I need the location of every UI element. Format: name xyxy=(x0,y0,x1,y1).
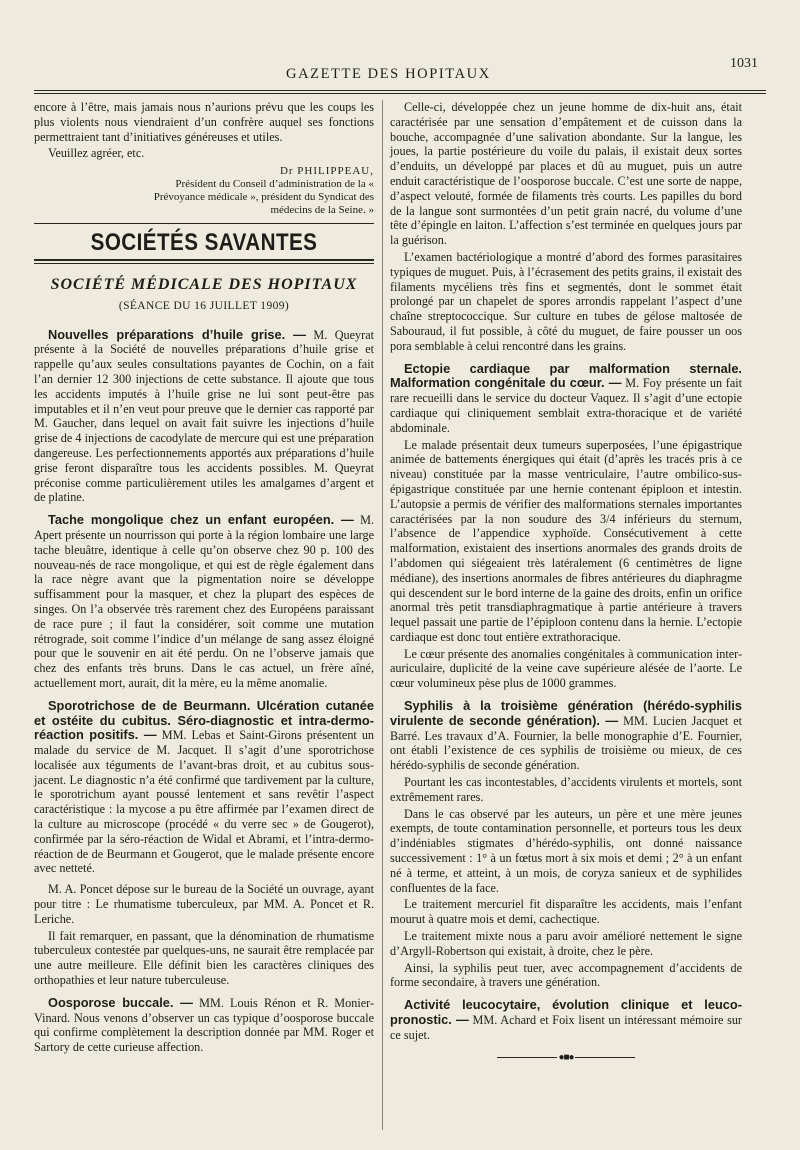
header-rule xyxy=(34,90,766,91)
article-text: M. Queyrat présente à la Société de nouvelles préparations d’huile grise et rappelle qu’aux seules consultations payantes de Cochin, on a fait l’an dernier 12 300 injections de cette substance. Il ajoute que tous les accidents imputés à l’huile grise ne lui sont peut-être pas imputables et il n’en veut pour preuve que le dernier cas rapporté par M. Gaucher, dans lequel on avait fait suivre les injections d’huile grise de 4 injections de cacodylate de mercure qui est une préparation dangereuse. Les perfectionnements apportés aux préparations d’huile grise feront disparaître tous les accidents possibles. M. Queyrat préconise comme particulièrement utiles les amalgames d’argent et de platine. xyxy=(34,327,375,505)
letter-paragraph: encore à l’être, mais jamais nous n’aurions prévu que les coups les plus violents nous viendraient d’un confrère auquel ses fonctions permettraient tant d’initiatives généreuses et utiles. xyxy=(34,100,374,144)
article-text: MM. Lucien Jacquet et Barré. Les travaux d’A. Fournier, la belle monographie d’E. Fournier, ont établi l’existence de ces syphilis de troisième ou mieux, de ces hérédo-syphilis de seconde génération. xyxy=(390,713,742,773)
section-rule-top xyxy=(34,223,374,224)
article-paragraph: Celle-ci, développée chez un jeune homme de dix-huit ans, était caractérisée par une sensation d’empâtement et de cuisson dans la bouche, accompagnée d’une salivation abondante. Sur la langue, les joues, la partie postérieure du voile du palais, il existait deux sortes d’enduits, un développé par places et dû au muguet, puis un autre enduit caractéristique de l’oosporose buccale. C’est une sorte de nappe, d’aspect velouté, formée de filaments très courts. Les papilles du bord de la langue sont surmontées d’un petit grain nacré, du volume d’une tête d’épingle en laiton. L’affection s’est terminée en quelques jours par la guérison. xyxy=(390,100,742,248)
article-paragraph: Pourtant les cas incontestables, d’accidents virulents et mortels, sont extrêmement rares. xyxy=(390,775,742,804)
article-paragraph: Le traitement mercuriel fit disparaître les accidents, mais l’enfant mourut à quatre mois et demi, cachectique. xyxy=(390,897,742,927)
article-paragraph: M. A. Poncet dépose sur le bureau de la Société un ouvrage, ayant pour titre : Le rhumatisme tuberculeux, par MM. A. Poncet et R. Leriche. xyxy=(34,882,374,926)
column-divider xyxy=(382,100,383,1130)
section-rule-thin xyxy=(34,263,374,264)
article-heading: Tache mongolique chez un enfant européen. — xyxy=(48,512,354,528)
article-paragraph: L’examen bactériologique a montré d’abord des formes parasitaires typiques de muguet. Puis, à l’écrasement des petits grains, il existait des filaments mycéliens très fins et segmentés, dont le sommet était prolongé par un chapelet de spores arrondis rappelant l’aspect d’une chaîne streptococcique. Sur culture en tubes de gélose maltosée de Sabouraud, il fut possible, à côté du muguet, de faire pousser un oos pora semblable à celui rencontré dans les grains. xyxy=(390,249,742,353)
article-text: M. Foy présente un fait rare recueilli dans le service du docteur Vaquez. Il s’agit d’une ectopie cardiaque qui cliniquement semblait extra-thoracique et de variété abdominale. xyxy=(390,376,742,435)
left-column xyxy=(34,100,374,1057)
article-paragraph xyxy=(34,996,374,1055)
article-heading: Syphilis à la troisième génération (hérédo-syphilis virulente de seconde génération). — xyxy=(390,698,742,728)
letter-signature xyxy=(34,165,374,217)
article-paragraph xyxy=(390,998,742,1042)
article-paragraph: Dans le cas observé par les auteurs, un père et une mère jeunes exempts, de toute contamination personnelle, et porteurs tous les deux d’indéniables stigmates d’hérédo-syphilis, ont donné naissance successivement : 1° à un fœtus mort à six mois et demi ; 2° à un enfant né à terme, et atteint, à un mois, de coryza sanieux et de syphilides confluentes de la face. xyxy=(390,806,742,895)
society-name: SOCIÉTÉ MÉDICALE DES HOPITAUX xyxy=(50,275,358,293)
letter-closing: Veuillez agréer, etc. xyxy=(48,146,145,161)
article-heading: Nouvelles préparations d’huile grise. — xyxy=(48,326,306,342)
ornament-line-left xyxy=(497,1057,557,1058)
article-text: MM. Lebas et Saint-Girons présentent un malade du service de M. Jacquet. Il s’agit d’une sporotrichose localisée aux téguments de l’avant-bras droit, et au cubitus sous-jacent. Le diagnostic n’a été confirmé que tardivement par la culture, le sporotrichum ayant poussé lentement et sans revêtir l’aspect caractéristique : la mycose a pu être affirmée par l’examen direct de la culture au microscope (procédé « du verre sec » de Gougerot), confirmée par la séro-réaction de Widal et Abrami, et l’intra-dermo-réaction de de Beurmann et Gougerot, que le malade présente encore avec netteté. xyxy=(34,728,375,876)
article-paragraph xyxy=(390,699,742,773)
article-paragraph: Il fait remarquer, en passant, que la dénomination de rhumatisme tuberculeux contestée par quelques-uns, ne saurait être remplacée par une autre meilleure. Elle définit bien les caractères cliniques des orthopathies et leur nature tuberculeuse. xyxy=(34,928,374,988)
article-text: MM. Louis Rénon et R. Monier-Vinard. Nous venons d’observer un cas typique d’oosporose buccale qui confirme complètement la description donnée par MM. Roger et Sartory de cette curieuse affection. xyxy=(34,995,375,1055)
ornament-line-right xyxy=(575,1057,635,1058)
end-ornament xyxy=(390,1051,742,1066)
section-title: SOCIÉTÉS SAVANTES xyxy=(90,229,318,257)
ornament-center: ●■● xyxy=(556,1051,576,1063)
signature-title: Président du Conseil d’administration de la « Prévoyance médicale », président du Syndicat des médecins de la Seine. » xyxy=(153,178,374,217)
page-number: 1031 xyxy=(730,56,758,71)
article-text: M. Apert présente un nourrisson qui porte à la région lombaire une large tache bleuâtre, identique à celle qu’on observe chez 90 p. 100 des nouveau-nés de race mongolique, et qui est de règle également dans la race nègre avant que la pigmentation noire se développe suffisamment pour la masquer, et chez la plupart des espèces de singes. On l’a observée très rarement chez des Européens paraissant de race pure ; il faut la considérer, soit comme une mutation rétrograde, soit comme l’indice d’un mélange de sang assez éloigné pour que le souvenir en ait été perdu. On ne l’observe jamais que chez des enfants très bruns. Dans le cas actuel, un frère aîné, actuellement mort, aurait, dit la mère, eu la même anomalie. xyxy=(34,513,374,690)
header-rule-secondary xyxy=(34,93,766,94)
article-heading: Sporotrichose de de Beurmann. Ulcération cutanée et ostéite du cubitus. Séro-diagnostic et intra-dermo-réaction positifs. — xyxy=(34,697,374,743)
right-column xyxy=(390,100,742,1065)
article-paragraph xyxy=(34,699,374,877)
article-heading: Oosporose buccale. — xyxy=(48,994,193,1010)
article-paragraph: Le cœur présente des anomalies congénitales à communication inter-auriculaire, duplicité de la veine cave supérieure alésée de l’aorte. Le cœur volumineux pèse plus de 1000 grammes. xyxy=(390,646,742,691)
article-paragraph: Le malade présentait deux tumeurs superposées, l’une épigastrique animée de battements énergiques qui était (d’après les tracés pris à ce niveau) constituée par la masse ventriculaire, l’autre ombilico-sus-épigastrique constituée par une hernie contenant épiploon et intestin. L’autopsie a permis de vérifier des malformations sternales importantes caractérisées par la non soudure des 3/4 inférieurs du sternum, l’absence de l’appendice xyphoïde. Consécutivement à cette malformation, existaient des insertions anormales des grands droits de l’abdomen qui siégeaient très latéralement (6 centimètres de ligne médiane), des insertions anormales de fibres antérieures du diaphragme qui descendent sur le bord interne de la gaine des droits, enfin un orifice anormal très petit transdiaphragmatique à partie antérieure à travers lequel passait une partie de l’épiploon contenu dans la hernie. L’ectopie cardiaque est donc tout entière extrathoracique. xyxy=(390,437,742,644)
article-paragraph: Ainsi, la syphilis peut tuer, avec accompagnement d’accidents de forme secondaire, à travers une génération. xyxy=(390,960,742,990)
article-paragraph xyxy=(34,513,374,691)
article-paragraph xyxy=(34,328,374,506)
article-text: MM. Achard et Foix lisent un intéressant mémoire sur ce sujet. xyxy=(390,1013,742,1042)
session-date: (SÉANCE DU 16 JUILLET 1909) xyxy=(118,299,290,312)
running-title: GAZETTE DES HOPITAUX xyxy=(286,66,491,82)
section-rule-bottom xyxy=(34,259,374,261)
article-heading: Ectopie cardiaque par malformation sternale. Malformation congénitale du cœur. — xyxy=(390,360,742,391)
article-heading: Activité leucocytaire, évolution clinique et leuco-pronostic. — xyxy=(390,997,742,1028)
article-paragraph xyxy=(390,362,742,436)
signature-name: Dr PHILIPPEAU, xyxy=(279,165,374,178)
article-paragraph: Le traitement mixte nous a paru avoir amélioré nettement le signe d’Argyll-Robertson qui existait, à droite, chez le père. xyxy=(390,929,742,958)
